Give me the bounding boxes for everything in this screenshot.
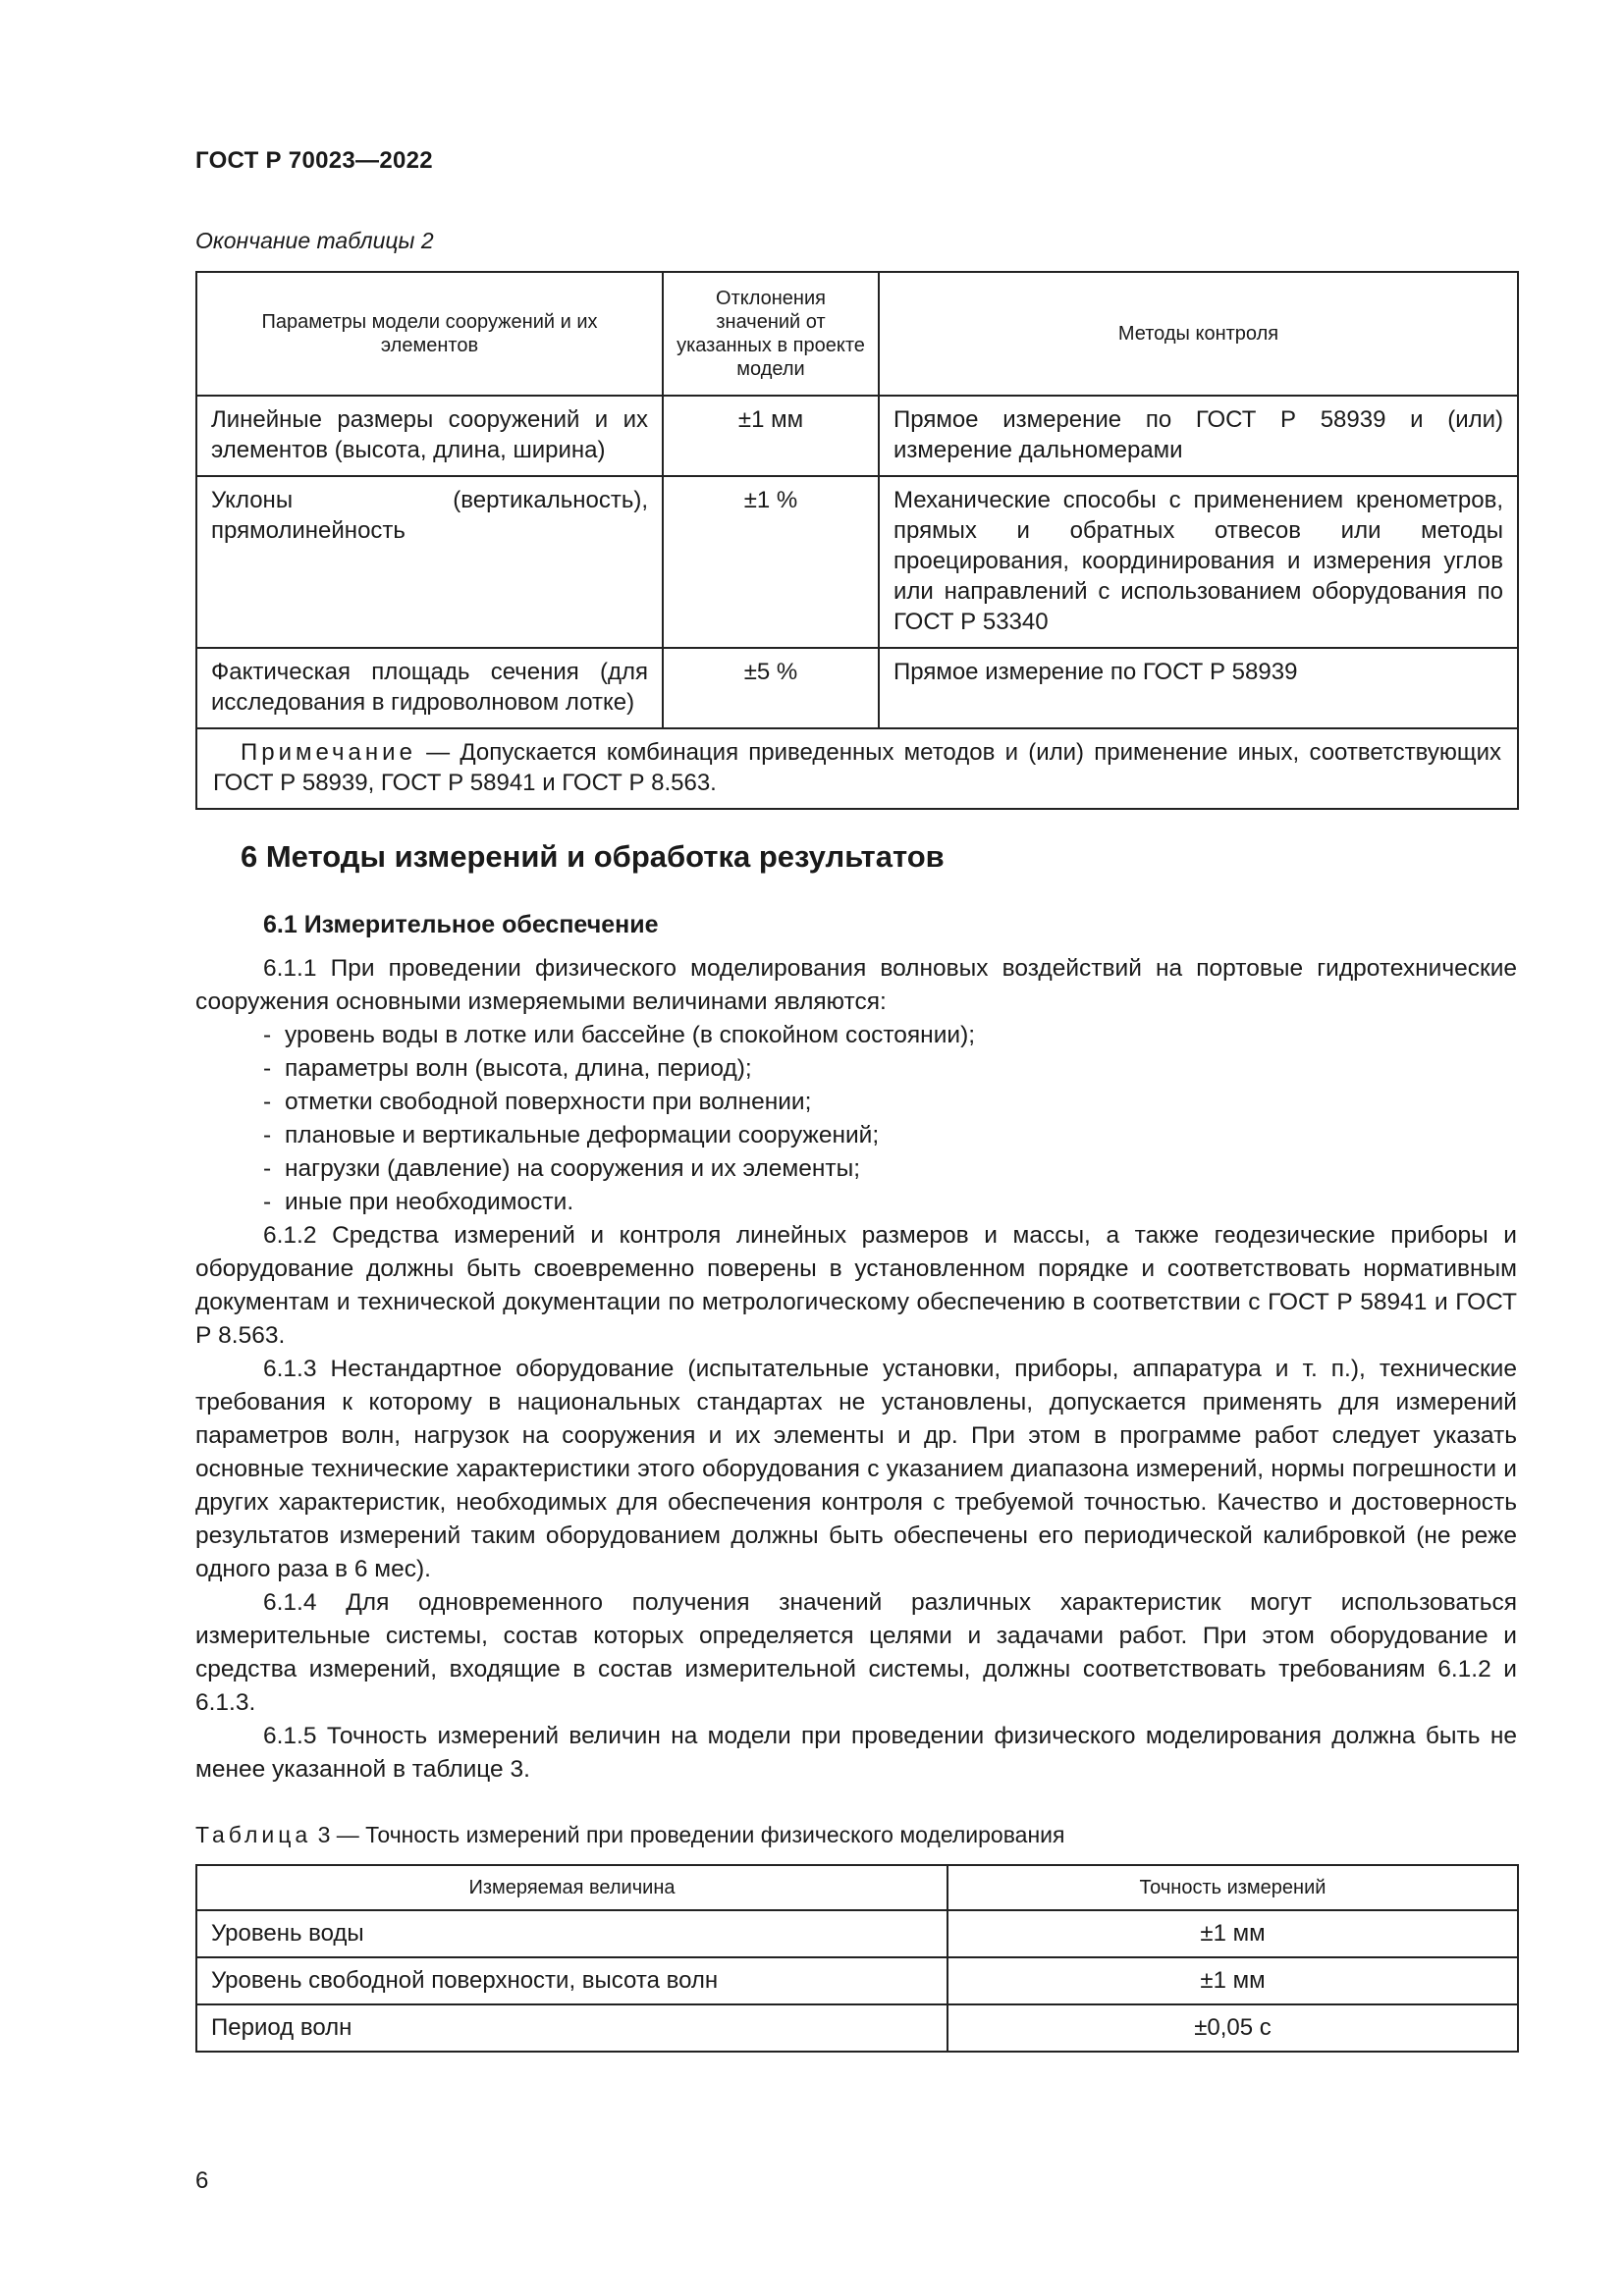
column-header-methods: Методы контроля <box>879 272 1518 396</box>
table3-caption-label: Таблица <box>195 1822 312 1847</box>
column-header-parameters: Параметры модели сооружений и их элементов <box>196 272 663 396</box>
list-item-text: параметры волн (высота, длина, период); <box>285 1055 752 1082</box>
column-header-quantity: Измеряемая величина <box>196 1865 947 1910</box>
table-cell-deviation: ±1 % <box>663 476 879 648</box>
list-item-text: нагрузки (давление) на сооружения и их элементы; <box>285 1155 861 1182</box>
table-2 <box>195 271 1519 810</box>
list-item <box>195 1019 1517 1052</box>
note-label: Примечание <box>241 739 416 766</box>
table-note <box>196 728 1518 809</box>
table-header-row <box>196 1865 1518 1910</box>
table-row <box>196 1957 1518 2004</box>
list-dash: - <box>263 1055 272 1082</box>
table-cell-method: Механические способы с применением кренометров, прямых и обратных отвесов или методы проецирования, координирования и измерения углов или направлений с использованием оборудования по ГОСТ Р 53340 <box>879 476 1518 648</box>
table-cell-accuracy: ±0,05 с <box>947 2004 1518 2052</box>
table-cell-accuracy: ±1 мм <box>947 1910 1518 1957</box>
paragraph-6-1-5: 6.1.5 Точность измерений величин на модели при проведении физического моделирования должна быть не менее указанной в таблице 3. <box>195 1723 1517 1783</box>
section-title: 6 Методы измерений и обработка результатов <box>241 839 945 874</box>
document-code: ГОСТ Р 70023—2022 <box>195 147 433 174</box>
list-item-text: отметки свободной поверхности при волнении; <box>285 1089 812 1115</box>
table-3 <box>195 1864 1519 2053</box>
list-item <box>195 1152 1517 1186</box>
subsection-title: 6.1 Измерительное обеспечение <box>263 911 659 938</box>
table-cell-parameter: Фактическая площадь сечения (для исследования в гидроволновом лотке) <box>196 648 663 728</box>
table-cell-deviation: ±5 % <box>663 648 879 728</box>
list-dash: - <box>263 1089 272 1115</box>
table-cell-quantity: Уровень свободной поверхности, высота волн <box>196 1957 947 2004</box>
list-item <box>195 1052 1517 1086</box>
paragraph-6-1-4: 6.1.4 Для одновременного получения значений различных характеристик могут использоваться измерительные системы, состав которых определяется целями и задачами работ. При этом оборудование и средства измерений, входящие в состав измерительной системы, должны соответствовать требованиям 6.1.2 и 6.1.3. <box>195 1589 1517 1716</box>
column-header-deviation: Отклонения значений от указанных в проекте модели <box>663 272 879 396</box>
list-dash: - <box>263 1155 272 1182</box>
table-cell-method: Прямое измерение по ГОСТ Р 58939 <box>879 648 1518 728</box>
table-cell-method: Прямое измерение по ГОСТ Р 58939 и (или) измерение дальномерами <box>879 396 1518 476</box>
list-item-text: уровень воды в лотке или бассейне (в спокойном состоянии); <box>285 1022 976 1048</box>
table3-caption <box>195 1822 1064 1848</box>
table-cell-parameter: Линейные размеры сооружений и их элементов (высота, длина, ширина) <box>196 396 663 476</box>
table-row <box>196 1910 1518 1957</box>
table-row <box>196 648 1518 728</box>
table-note-row <box>196 728 1518 809</box>
table-cell-deviation: ±1 мм <box>663 396 879 476</box>
table-row <box>196 2004 1518 2052</box>
list-item <box>195 1119 1517 1152</box>
paragraph-6-1-1: 6.1.1 При проведении физического моделирования волновых воздействий на портовые гидротехнические сооружения основными измеряемыми величинами являются: <box>195 955 1517 1015</box>
table-row <box>196 396 1518 476</box>
paragraph-6-1-2: 6.1.2 Средства измерений и контроля линейных размеров и массы, а также геодезические приборы и оборудование должны быть своевременно поверены в установленном порядке и соответствовать нормативным документам и технической документации по метрологическому обеспечению в соответствии с ГОСТ Р 58941 и ГОСТ Р 8.563. <box>195 1222 1517 1349</box>
table-cell-accuracy: ±1 мм <box>947 1957 1518 2004</box>
list-item <box>195 1086 1517 1119</box>
table3-caption-text: 3 — Точность измерений при проведении физического моделирования <box>311 1822 1065 1847</box>
list-item-text: плановые и вертикальные деформации сооружений; <box>285 1122 880 1148</box>
list-item-text: иные при необходимости. <box>285 1189 574 1215</box>
paragraph-6-1-3: 6.1.3 Нестандартное оборудование (испытательные установки, приборы, аппаратура и т. п.), технические требования к которому в национальных стандартах не установлены, допускается применять для измерений параметров волн, нагрузок на сооружения и их элементы и др. При этом в программе работ следует указать основные технические характеристики этого оборудования с указанием диапазона измерений, нормы погрешности и других характеристик, необходимых для обеспечения контроля с требуемой точностью. Качество и достоверность результатов измерений таким оборудованием должны быть обеспечены его периодической калибровкой (не реже одного раза в 6 мес). <box>195 1356 1517 1582</box>
section-body <box>195 952 1517 1787</box>
table-cell-quantity: Период волн <box>196 2004 947 2052</box>
table-cell-quantity: Уровень воды <box>196 1910 947 1957</box>
list-dash: - <box>263 1122 272 1148</box>
table-cell-parameter: Уклоны (вертикальность), прямолинейность <box>196 476 663 648</box>
table2-continuation-caption: Окончание таблицы 2 <box>195 228 434 253</box>
note-text: — Допускается комбинация приведенных методов и (или) применение иных, соответствующих ГОСТ Р 58939, ГОСТ Р 58941 и ГОСТ Р 8.563. <box>213 739 1501 796</box>
table-row <box>196 476 1518 648</box>
list-item <box>195 1186 1517 1219</box>
page-number: 6 <box>195 2167 209 2194</box>
table-header-row <box>196 272 1518 396</box>
list-dash: - <box>263 1022 272 1048</box>
list-dash: - <box>263 1189 272 1215</box>
column-header-accuracy: Точность измерений <box>947 1865 1518 1910</box>
